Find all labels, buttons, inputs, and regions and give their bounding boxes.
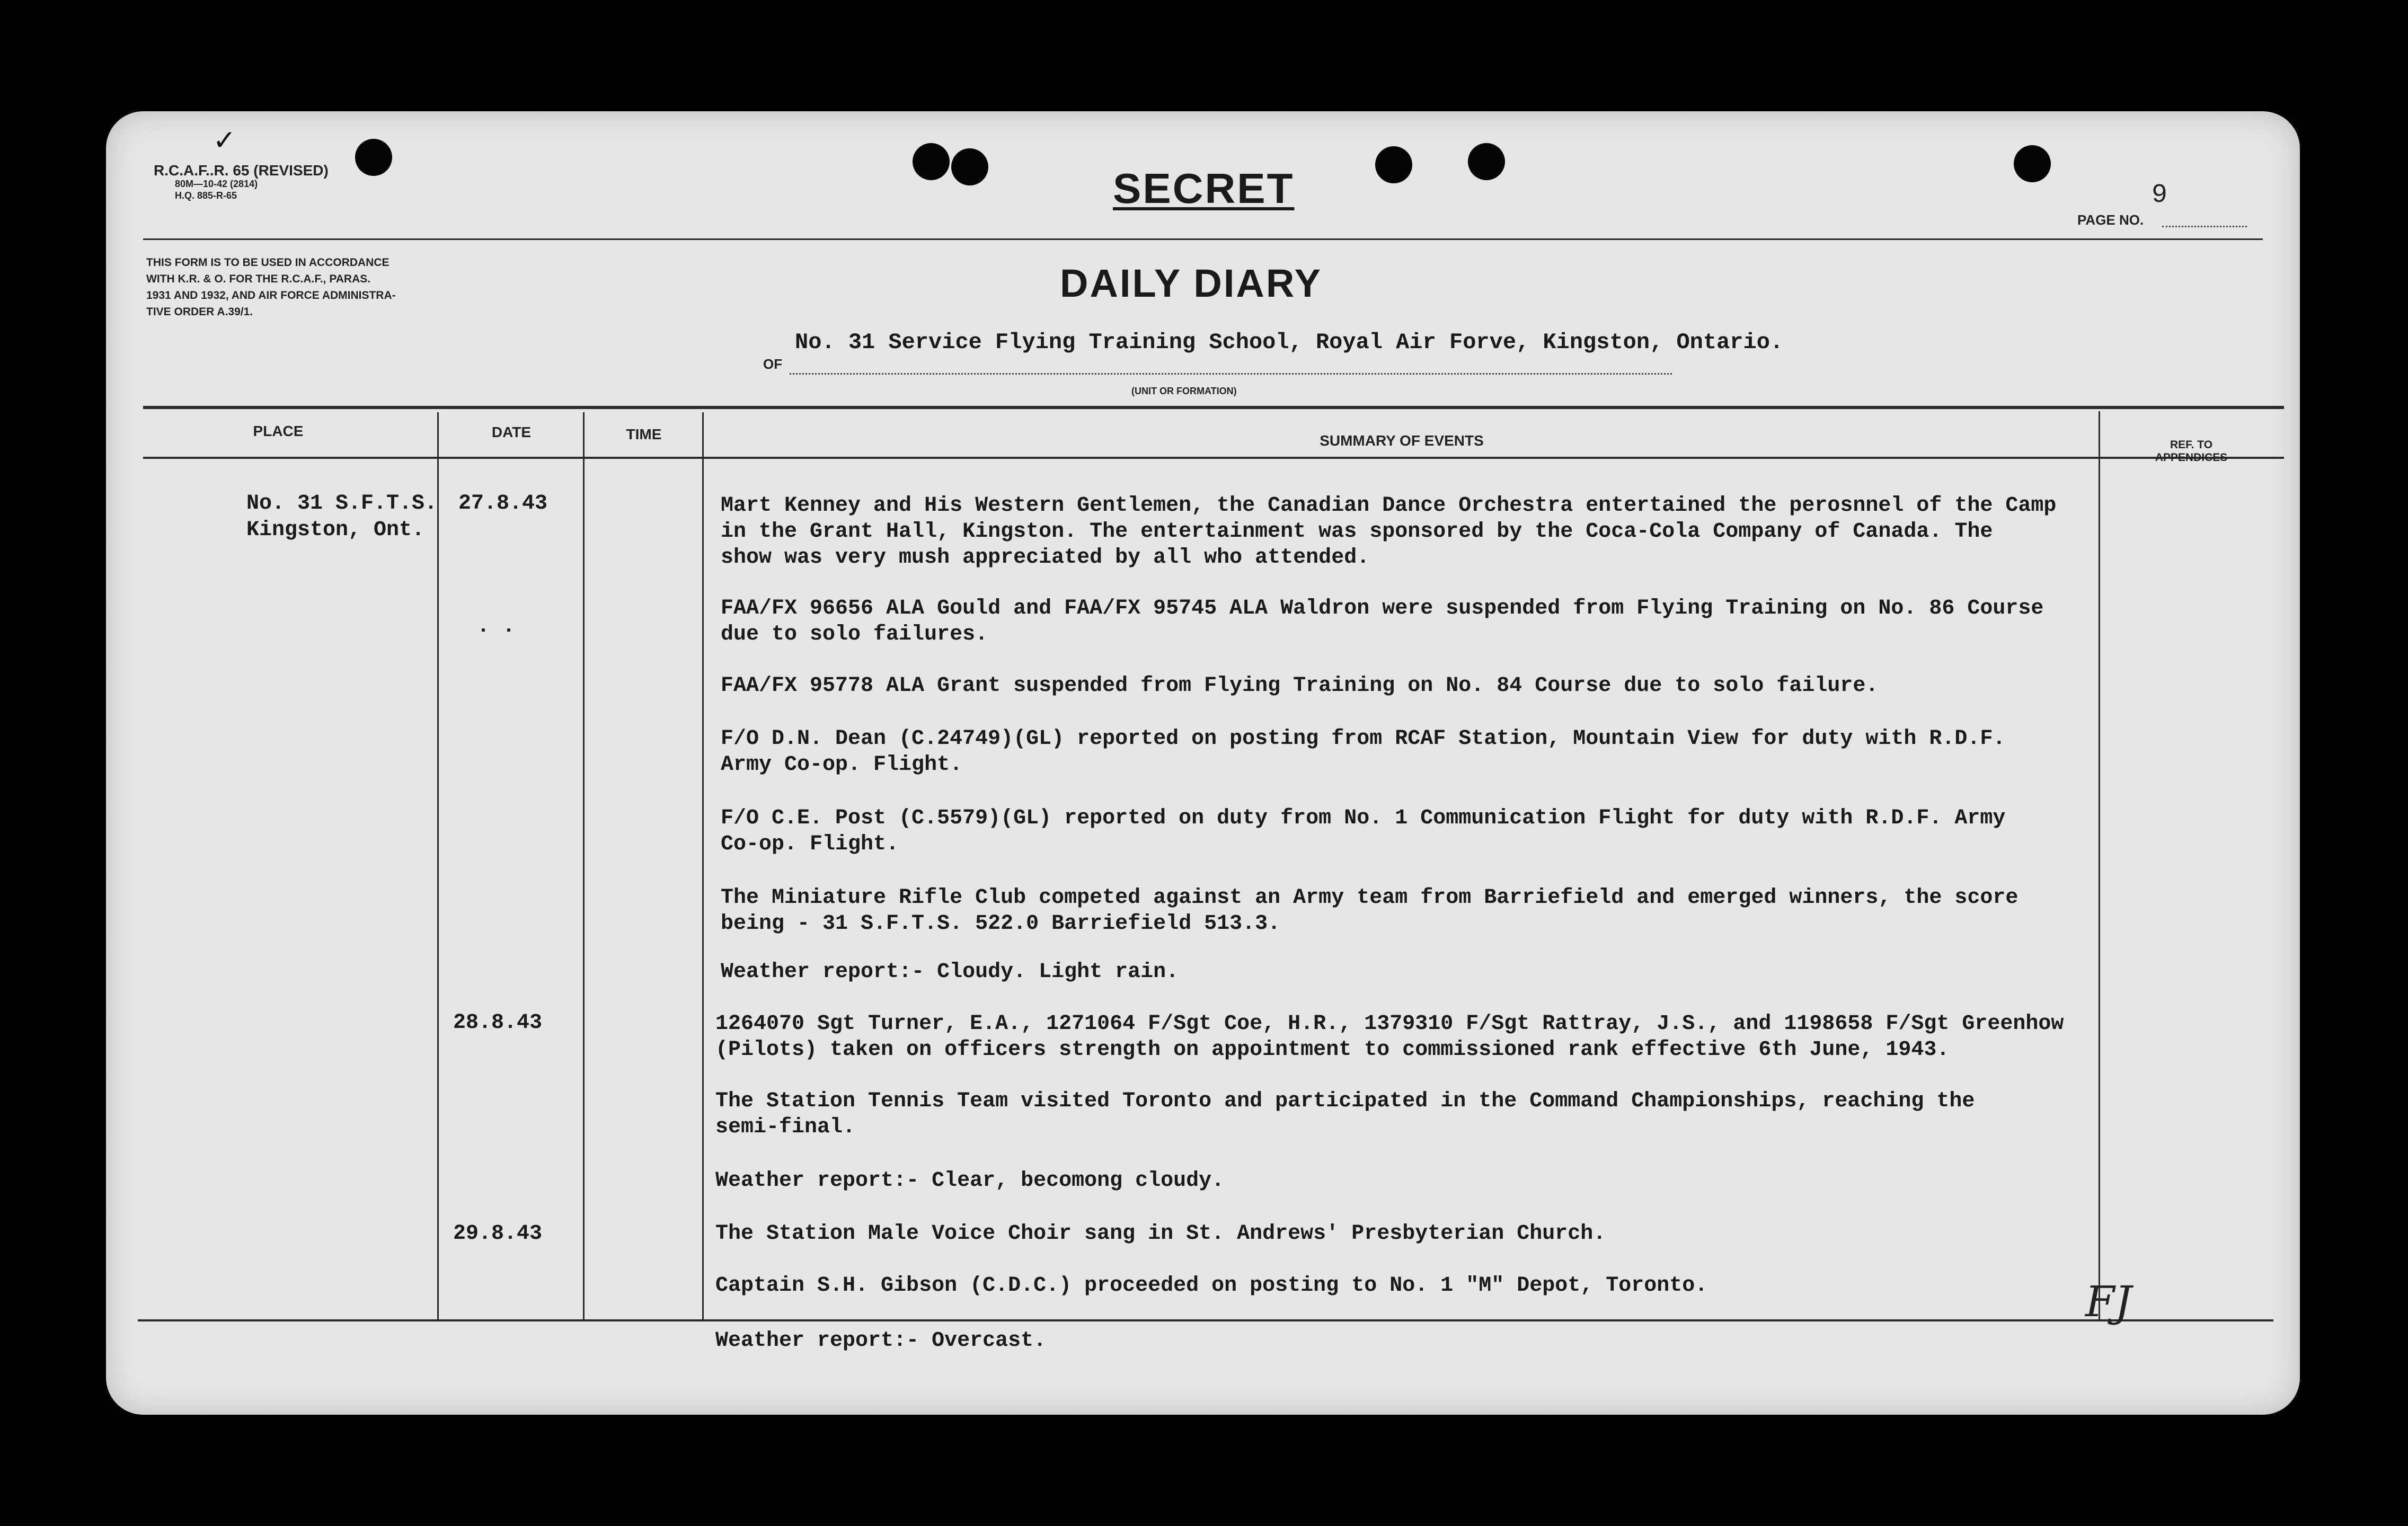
event-entry: F/O C.E. Post (C.5579)(GL) reported on duty from No. 1 Communication Flight for duty with R.D.F. Army Co-op. Flight. (721, 806, 2006, 856)
form-instructions: THIS FORM IS TO BE USED IN ACCORDANCE WITH K.R. & O. FOR THE R.C.A.F., PARAS. 1931 AND 1932, AND AIR FORCE ADMINISTRA- TIVE ORDER A.39/1. (146, 256, 396, 318)
event-entry: Weather report:- Clear, becomong cloudy. (715, 1169, 1225, 1193)
diary-form-card (106, 111, 2300, 1415)
column-divider (437, 412, 439, 1319)
date-cell: 29.8.43 (453, 1222, 543, 1246)
unit-name: No. 31 Service Flying Training School, Royal Air Forve, Kingston, Ontario. (795, 330, 1784, 355)
form-id-line: H.Q. 885-R-65 (175, 190, 237, 201)
unit-caption: (UNIT OR FORMATION) (1131, 386, 1237, 396)
column-divider (2099, 411, 2100, 1319)
date-cell: 28.8.43 (453, 1011, 543, 1035)
column-header-place: PLACE (253, 423, 304, 439)
event-entry: Weather report:- Overcast. (715, 1329, 1047, 1353)
event-entry: Mart Kenney and His Western Gentlemen, the Canadian Dance Orchestra entertained the perosnnel of the Camp in the Grant Hall, Kingston. The entertainment was sponsored by the Coca-Cola Company of Canada. The show was very mush appreciated by all who attended. (721, 494, 2057, 570)
form-id-line: 80M—10-42 (2814) (175, 179, 258, 189)
date-cell: 27.8.43 (458, 492, 548, 516)
event-entry: F/O D.N. Dean (C.24749)(GL) reported on posting from RCAF Station, Mountain View for duty with R.D.F. Army Co-op. Flight. (721, 727, 2006, 777)
page-number-label: PAGE NO. (2077, 212, 2144, 228)
column-header-time: TIME (626, 426, 662, 442)
column-divider (583, 412, 585, 1319)
page-number-line (2162, 226, 2247, 227)
event-entry: Weather report:- Cloudy. Light rain. (721, 960, 1179, 984)
column-header-summary: SUMMARY OF EVENTS (1320, 432, 1484, 449)
punch-hole (355, 139, 392, 176)
event-entry: The Miniature Rifle Club competed against an Army team from Barriefield and emerged winners, the score being - 31 S.F.T.S. 522.0 Barriefield 513.3. (721, 886, 2019, 936)
event-entry: Captain S.H. Gibson (C.D.C.) proceeded on posting to No. 1 "M" Depot, Toronto. (715, 1274, 1708, 1298)
column-header-date: DATE (491, 424, 532, 440)
page-number: 9 (2152, 180, 2168, 210)
reference-initials: FJ (2085, 1277, 2132, 1326)
form-id-line: R.C.A.F..R. 65 (REVISED) (154, 162, 329, 179)
place-cell: No. 31 S.F.T.S. Kingston, Ont. (246, 492, 438, 542)
event-entry: The Station Male Voice Choir sang in St. Andrews' Presbyterian Church. (715, 1222, 1606, 1246)
form-identifier (154, 163, 329, 201)
event-entry: 1264070 Sgt Turner, E.A., 1271064 F/Sgt Coe, H.R., 1379310 F/Sgt Rattray, J.S., and 1198658 F/Sgt Greenhow (Pilots) taken on officers strength on appointment to commissioned rank effective 6th June, 1943. (715, 1012, 2064, 1062)
column-divider (702, 412, 704, 1319)
summary-of-events (710, 111, 2088, 1415)
form-title: DAILY DIARY (1060, 261, 1322, 305)
date-ditto-mark: . . (477, 615, 516, 638)
unit-of-label: OF (763, 356, 783, 372)
event-entry: The Station Tennis Team visited Toronto and participated in the Command Championships, reaching the semi-final. (715, 1089, 1975, 1139)
classification-heading: SECRET (1113, 165, 1295, 212)
event-entry: FAA/FX 96656 ALA Gould and FAA/FX 95745 ALA Waldron were suspended from Flying Training on No. 86 Course due to solo failures. (721, 597, 2044, 646)
column-header-ref-appendices: REF. TO APPENDICES (2155, 439, 2228, 464)
event-entry: FAA/FX 95778 ALA Grant suspended from Flying Training on No. 84 Course due to solo failure. (721, 674, 1879, 698)
check-mark-icon: ✓ (215, 124, 234, 160)
